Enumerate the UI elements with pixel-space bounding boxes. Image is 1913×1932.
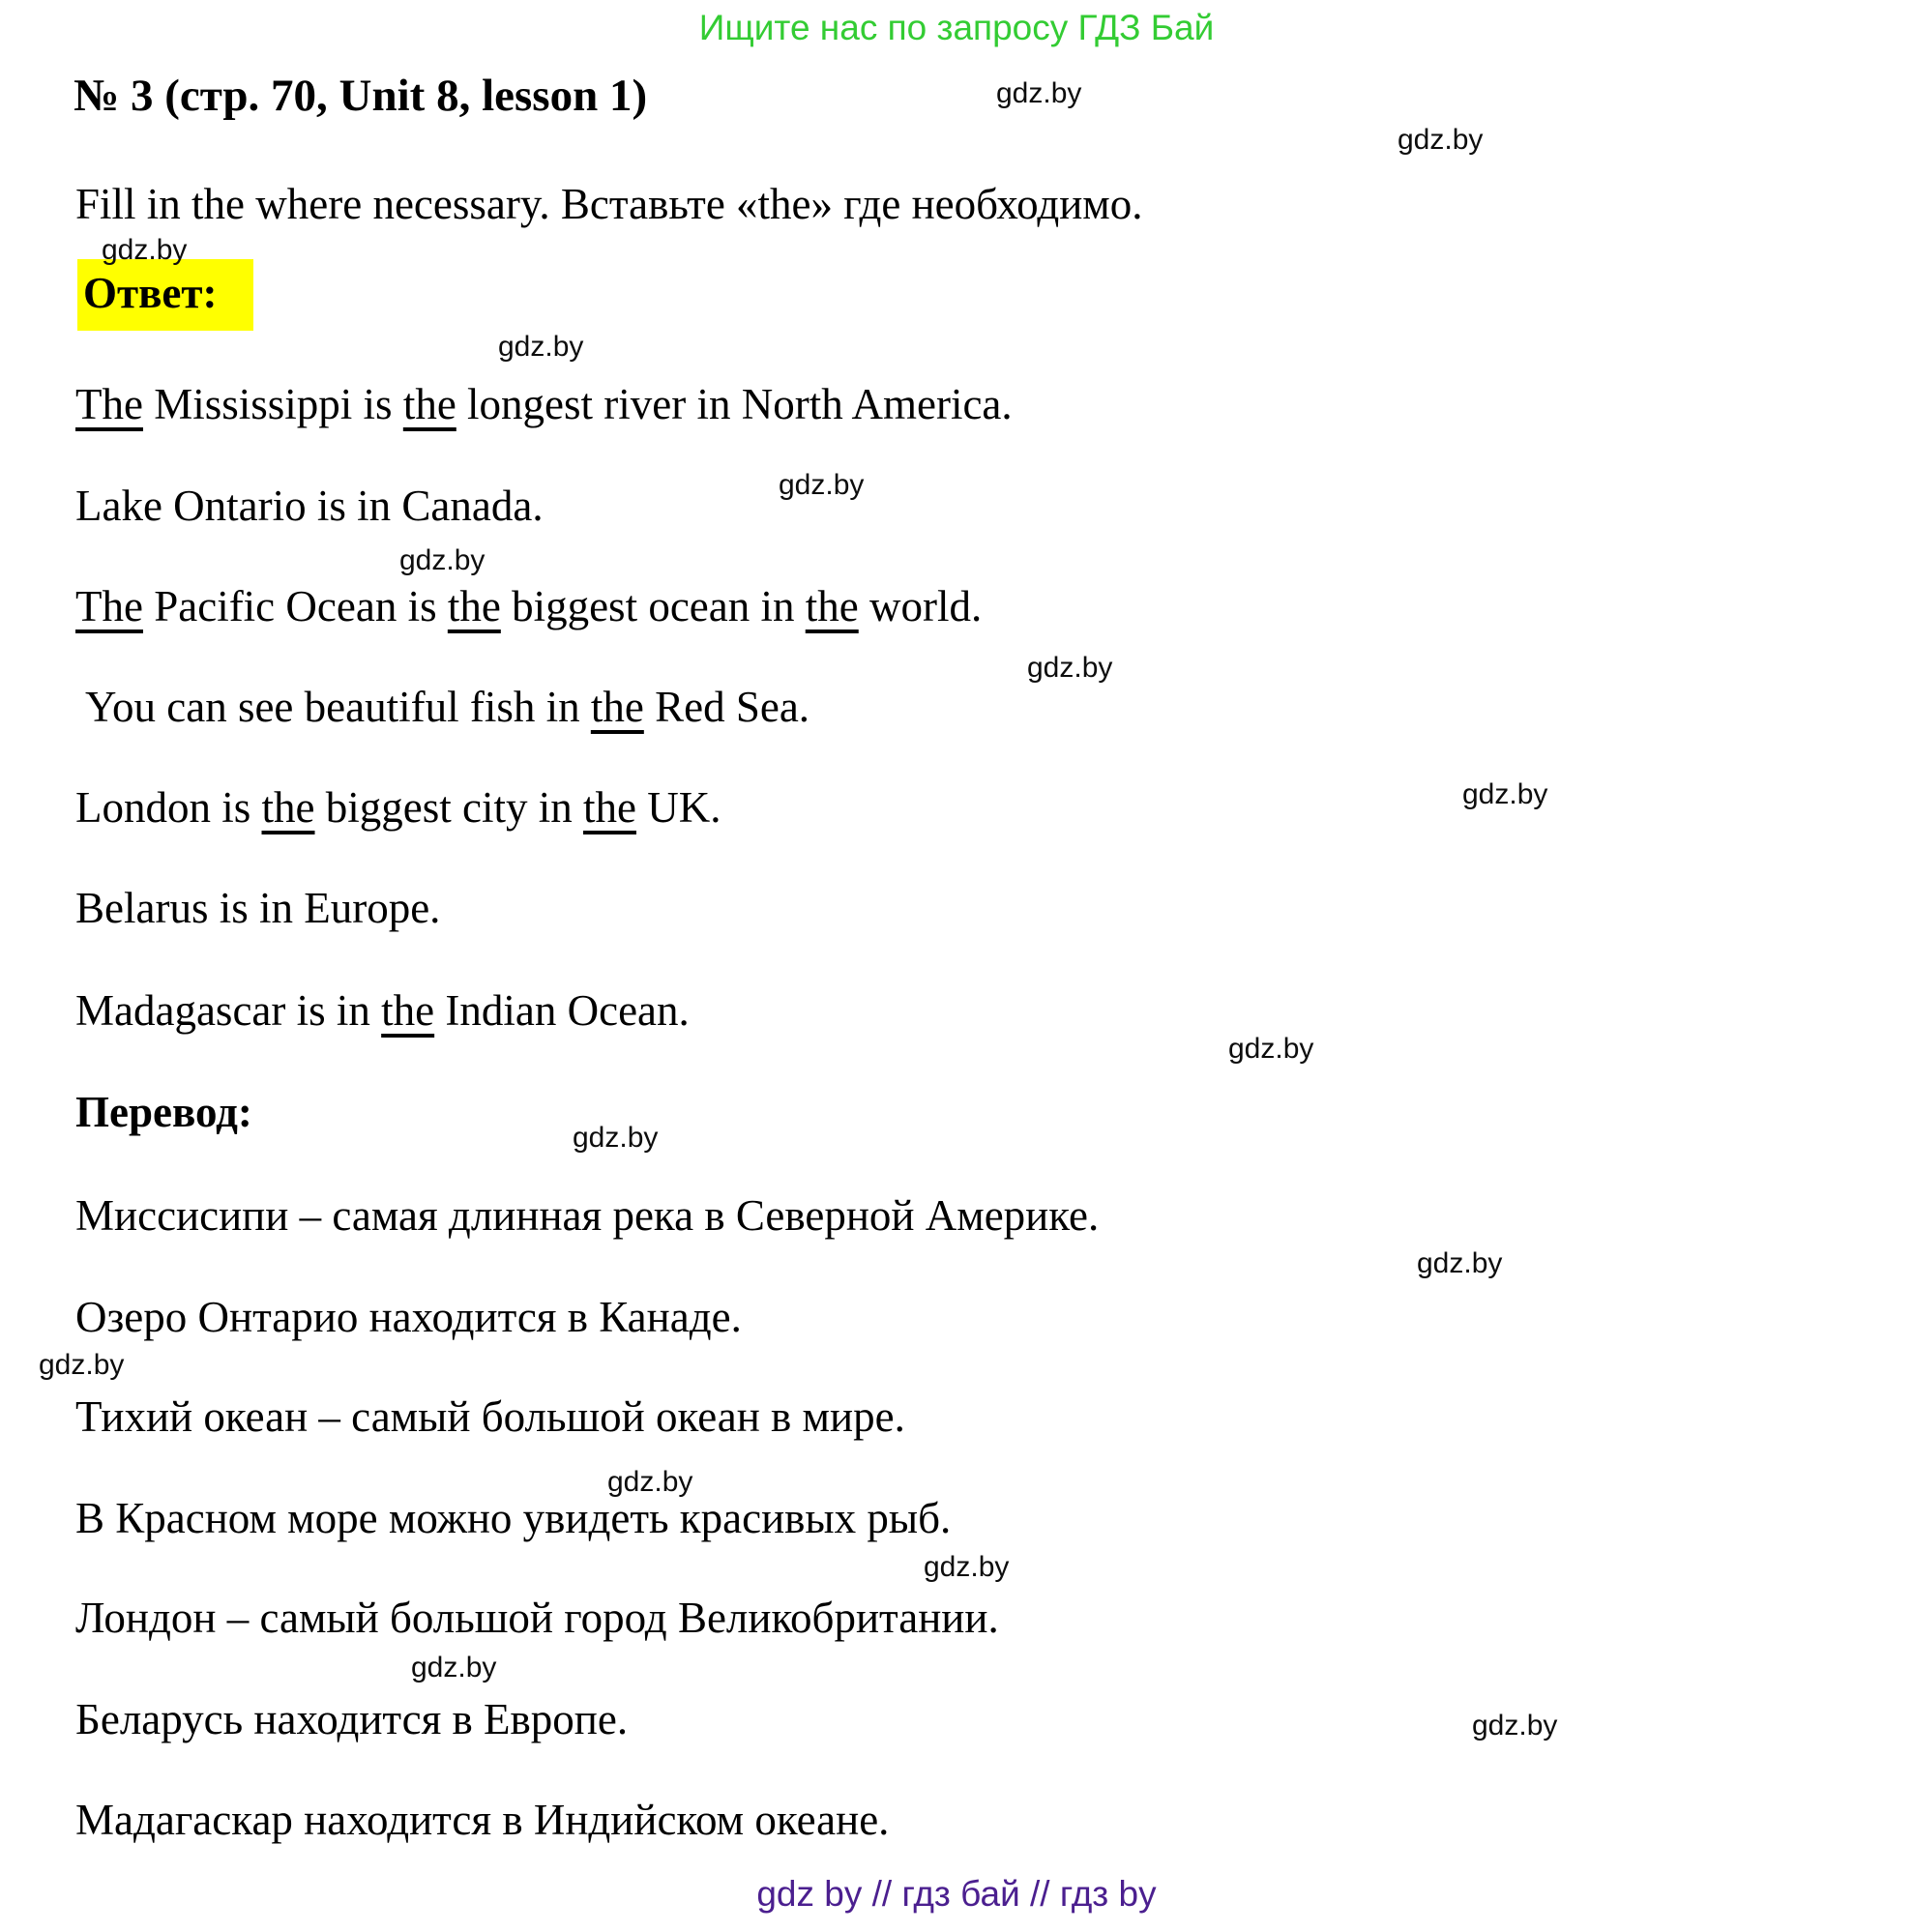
sentence-text: Indian Ocean. [434,986,690,1035]
underlined-article: the [447,582,501,630]
translation-sentence: Мадагаскар находится в Индийском океане. [75,1796,890,1844]
translation-sentence: Тихий океан – самый большой океан в мире. [75,1392,905,1441]
gdzby-watermark: gdz.by [1417,1247,1503,1279]
translation-sentence: В Красном море можно увидеть красивых рыб. [75,1494,952,1542]
underlined-article: the [261,783,315,832]
gdzby-watermark: gdz.by [996,77,1082,109]
gdzby-watermark: gdz.by [498,331,584,363]
answer-sentence [75,883,440,933]
gdzby-watermark: gdz.by [924,1551,1010,1583]
answer-sentence [85,682,809,732]
answer-sentence [75,581,982,631]
translation-sentence: Миссисипи – самая длинная река в Северной Америке. [75,1191,1100,1240]
sentence-text: Madagascar is in [75,986,382,1035]
sentence-text: Pacific Ocean is [142,582,448,630]
gdzby-watermark: gdz.by [779,469,865,501]
underlined-article: the [402,380,456,428]
sentence-text: UK. [635,783,721,832]
sentence-text: Mississippi is [142,380,403,428]
exercise-heading: № 3 (стр. 70, Unit 8, lesson 1) [74,71,648,121]
gdzby-watermark: gdz.by [102,234,188,266]
sentence-text: biggest city in [314,783,583,832]
gdzby-watermark: gdz.by [1462,778,1548,810]
gdzby-watermark: gdz.by [1027,652,1113,684]
answer-label-highlight: Ответ: [77,259,253,331]
site-footer: gdz by // гдз бай // гдз by [756,1874,1157,1914]
underlined-article: the [381,986,435,1035]
underlined-article: the [805,582,859,630]
answer-sentence [75,782,721,833]
sentence-text: Belarus is in Europe. [75,884,441,932]
underlined-article: the [582,783,636,832]
answer-sentence [75,985,690,1036]
gdzby-watermark: gdz.by [573,1122,659,1154]
sentence-text: biggest ocean in [500,582,806,630]
site-banner: Ищите нас по запросу ГДЗ Бай [698,8,1215,47]
translation-sentence: Озеро Онтарио находится в Канаде. [75,1293,742,1341]
gdzby-watermark: gdz.by [39,1349,125,1381]
translation-label: Перевод: [75,1088,252,1136]
gdzby-watermark: gdz.by [1398,124,1484,156]
underlined-article: the [590,683,644,731]
sentence-text: world. [858,582,983,630]
sentence-text: longest river in North America. [456,380,1013,428]
sentence-text: London is [75,783,262,832]
underlined-article: The [75,380,143,428]
gdzby-watermark: gdz.by [411,1652,497,1683]
sentence-text: You can see beautiful fish in [85,683,591,731]
sentence-text: Lake Ontario is in Canada. [75,482,544,530]
translation-sentence: Лондон – самый большой город Великобритании. [75,1594,999,1642]
answer-label [77,268,253,318]
answer-sentence [75,379,1013,429]
gdzby-watermark: gdz.by [1228,1033,1314,1065]
translation-sentence: Беларусь находится в Европе. [75,1695,629,1743]
task-instruction: Fill in the where necessary. Вставьте «the» где необходимо. [75,180,1143,228]
answer-sentence [75,481,544,531]
gdzby-watermark: gdz.by [399,544,486,576]
gdzby-watermark: gdz.by [1472,1710,1558,1742]
sentence-text: Red Sea. [643,683,810,731]
gdzby-watermark: gdz.by [607,1466,693,1498]
underlined-article: The [75,582,143,630]
